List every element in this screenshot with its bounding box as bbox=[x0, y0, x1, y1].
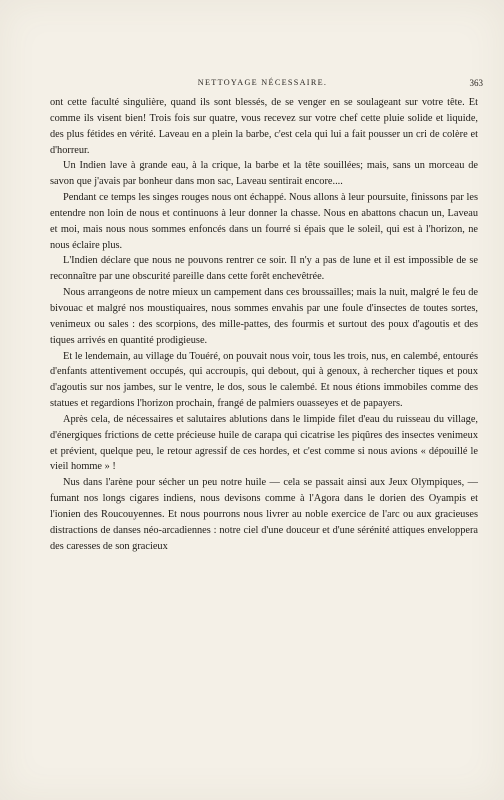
paragraph: L'Indien déclare que nous ne pouvons rentrer ce soir. Il n'y a pas de lune et il est impossible de se reconnaître par une obscurité pareille dans cette forêt enchevêtrée. bbox=[50, 255, 478, 283]
paragraph: Nus dans l'arène pour sécher un peu notre huile — cela se passait ainsi aux Jeux Olympiques, — fumant nos longs cigares indiens, nous devisons comme à l'Agora dans le dorien des Oyampis et l'ionien des Roucouyennes. Et nous pourrons nous livrer au noble exercice de l'arc ou aux gracieuses distractions de danses néo-arcadiennes : notre ciel d'une douceur et d'une sérénité attiques enveloppera des caresses de son gracieux bbox=[50, 477, 478, 552]
page-number: 363 bbox=[469, 78, 483, 88]
paragraph: Et le lendemain, au village du Touéré, on pouvait nous voir, tous les trois, nus, en calembé, entourés d'enfants attentivement occupés, qui accroupis, qui debout, qui à genoux, à rechercher tiques et poux d'agoutis sur nos jambes, sur le ventre, le dos, sous le calembé. Et nous étions immobiles comme des statues et regardions l'horizon prochain, frangé de palmiers ouasseyes et de papayers. bbox=[50, 350, 478, 410]
paragraph: Après cela, de nécessaires et salutaires ablutions dans le limpide filet d'eau du ruisseau du village, d'énergiques frictions de cette précieuse huile de carapa qui cicatrise les piqûres des insectes venimeux et prévient, quelque peu, le retour agressif de ces hordes, et c'est comme si nous avions « dépouillé le vieil homme » ! bbox=[50, 413, 478, 473]
running-title: NETTOYAGE NÉCESSAIRE. bbox=[197, 78, 328, 87]
body-text bbox=[50, 95, 478, 554]
paragraph: Un Indien lave à grande eau, à la crique, la barbe et la tête souillées; mais, sans un morceau de savon que j'avais par bonheur dans mon sac, Laveau sentirait encore.... bbox=[50, 160, 478, 188]
running-header bbox=[40, 78, 485, 92]
paragraph: Nous arrangeons de notre mieux un campement dans ces broussailles; mais la nuit, malgré le feu de bivouac et malgré nos moustiquaires, nous sommes envahis par une foule d'insectes de toutes sortes, venimeux ou sales : des scorpions, des mille-pattes, des fourmis et surtout des poux d'agoutis et des tiques arrivés en quantité prodigieuse. bbox=[50, 287, 478, 346]
paragraph: ont cette faculté singulière, quand ils sont blessés, de se venger en se soulageant sur votre tête. Et comme ils visent bien! Trois fois sur quatre, vous recevez sur votre chef cette pluie solide et liquide, des plus fétides en vérité. Laveau en a plein la barbe, c'est cela qui lui a fait pousser un cri de colère et d'horreur. bbox=[50, 97, 478, 156]
paragraph: Pendant ce temps les singes rouges nous ont échappé. Nous allons à leur poursuite, finissons par les entendre non loin de nous et continuons à leur donner la chasse. Nous en abattons chacun un, Laveau et moi, mais nous nous sommes enfoncés dans un fourré si épais que le soleil, qui est à l'horizon, ne nous éclaire plus. bbox=[50, 192, 478, 251]
